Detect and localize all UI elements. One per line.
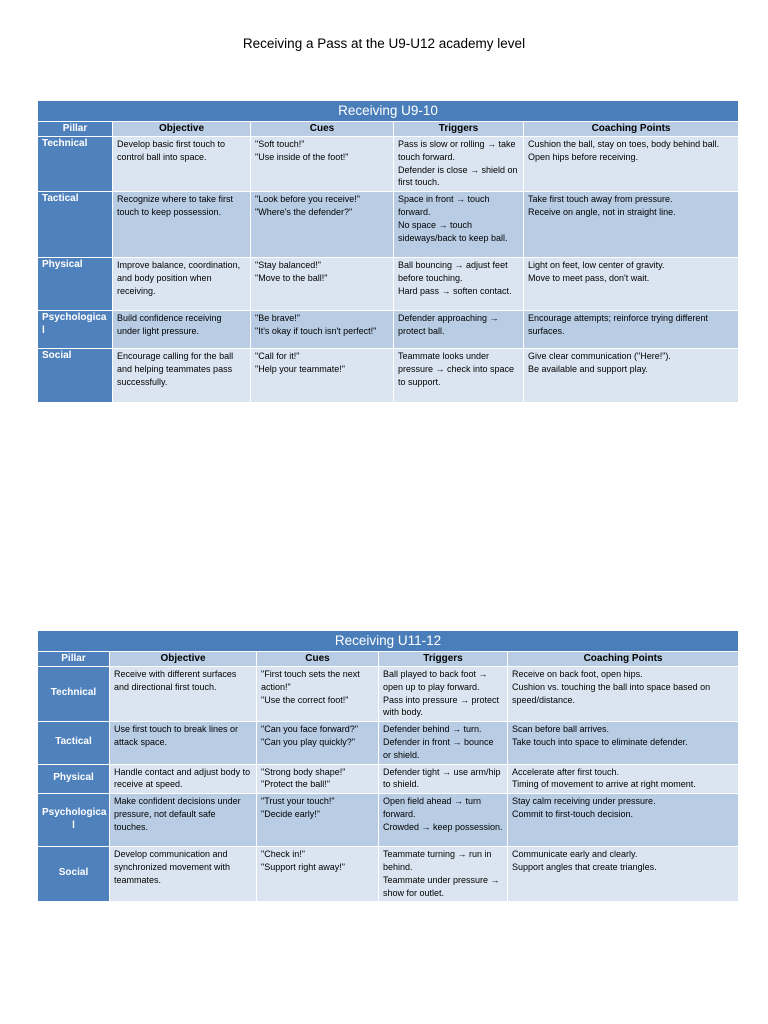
objective-cell <box>110 667 257 722</box>
triggers-cell <box>394 311 524 349</box>
objective-cell <box>113 258 251 311</box>
triggers-line: No space → touch sideways/back to keep ball. <box>398 219 508 243</box>
coaching-line: Move to meet pass, don't wait. <box>528 272 650 283</box>
header-coaching-points: Coaching Points <box>508 652 739 667</box>
cues-line: "Where's the defender?" <box>255 206 353 217</box>
table-row <box>38 258 739 311</box>
pillar-cell: Tactical <box>38 192 113 258</box>
table-row <box>38 192 739 258</box>
objective-line: Develop basic first touch to control ball into space. <box>117 139 226 162</box>
triggers-cell <box>394 192 524 258</box>
table-title: Receiving U9-10 <box>38 101 739 122</box>
coaching-line: Be available and support play. <box>528 363 648 374</box>
objective-line: Receive with different surfaces and directional first touch. <box>114 669 237 692</box>
coaching-cell <box>524 258 739 311</box>
objective-line: Use first touch to break lines or attack space. <box>114 724 239 747</box>
cues-line: "Call for it!" <box>255 351 300 362</box>
cues-cell <box>257 667 379 722</box>
triggers-line: Defender is close → shield on first touch. <box>398 164 518 188</box>
coaching-cell <box>508 722 739 764</box>
cues-line: "Can you play quickly?" <box>261 736 355 747</box>
header-objective: Objective <box>110 652 257 667</box>
pillar-cell: Psychologica l <box>38 794 110 847</box>
coaching-line: Open hips before receiving. <box>528 151 639 162</box>
objective-cell <box>110 847 257 902</box>
coaching-line: Take touch into space to eliminate defender. <box>512 736 688 747</box>
triggers-line: Defender approaching → protect ball. <box>398 313 499 336</box>
triggers-line: Defender in front → bounce or shield. <box>383 736 494 760</box>
triggers-cell <box>394 137 524 192</box>
cues-line: "Use inside of the foot!" <box>255 151 349 162</box>
coaching-line: Give clear communication ("Here!"). <box>528 351 671 362</box>
objective-cell <box>113 137 251 192</box>
triggers-line: Open field ahead → turn forward. <box>383 796 482 819</box>
cues-line: "Check in!" <box>261 849 305 860</box>
cues-cell <box>257 764 379 794</box>
page-title: Receiving a Pass at the U9-U12 academy level <box>242 36 526 51</box>
triggers-line: Ball played to back foot → open up to play forward. <box>383 669 488 692</box>
table-row <box>38 764 739 794</box>
cues-line: "Protect the ball!" <box>261 779 330 790</box>
coaching-cell <box>508 667 739 722</box>
cues-line: "Trust your touch!" <box>261 796 335 807</box>
pillar-cell: Physical <box>38 764 110 794</box>
cues-line: "Support right away!" <box>261 861 345 872</box>
cues-line: "First touch sets the next action!" <box>261 669 360 692</box>
pillar-cell: Psychologica l <box>38 311 113 349</box>
cues-cell <box>257 794 379 847</box>
coaching-line: Stay calm receiving under pressure. <box>512 796 656 807</box>
header-pillar: Pillar <box>38 122 113 137</box>
objective-line: Handle contact and adjust body to receive at speed. <box>114 766 251 790</box>
objective-line: Encourage calling for the ball and helping teammates pass successfully. <box>117 351 234 387</box>
pillar-cell: Technical <box>38 137 113 192</box>
coaching-line: Scan before ball arrives. <box>512 724 610 735</box>
triggers-line: Space in front → touch forward. <box>398 194 490 217</box>
cues-line: "Look before you receive!" <box>255 194 360 205</box>
cues-cell <box>251 311 394 349</box>
header-cues: Cues <box>251 122 394 137</box>
header-pillar: Pillar <box>38 652 110 667</box>
coaching-line: Take first touch away from pressure. <box>528 194 673 205</box>
coaching-line: Light on feet, low center of gravity. <box>528 260 665 271</box>
pillar-cell: Physical <box>38 258 113 311</box>
cues-line: "Move to the ball!" <box>255 272 328 283</box>
triggers-line: Defender tight → use arm/hip to shield. <box>383 766 501 790</box>
pillar-cell: Social <box>38 349 113 403</box>
coaching-cell <box>508 764 739 794</box>
pillar-cell: Technical <box>38 667 110 722</box>
table-row <box>38 847 739 902</box>
coaching-cell <box>524 311 739 349</box>
triggers-line: Teammate looks under pressure → check into space to support. <box>398 351 515 387</box>
cues-cell <box>251 349 394 403</box>
cues-line: "Help your teammate!" <box>255 363 345 374</box>
table-title: Receiving U11-12 <box>38 631 739 652</box>
objective-cell <box>110 764 257 794</box>
pillar-cell: Tactical <box>38 722 110 764</box>
coaching-cell <box>524 349 739 403</box>
cues-cell <box>251 258 394 311</box>
objective-line: Improve balance, coordination, and body position when receiving. <box>117 260 241 296</box>
coaching-cell <box>524 137 739 192</box>
coaching-line: Receive on angle, not in straight line. <box>528 206 676 217</box>
objective-line: Build confidence receiving under light pressure. <box>117 313 222 336</box>
objective-line: Make confident decisions under pressure, not default safe touches. <box>114 796 241 832</box>
pillar-cell: Social <box>38 847 110 902</box>
cues-line: "It's okay if touch isn't perfect!" <box>255 325 377 336</box>
header-coaching-points: Coaching Points <box>524 122 739 137</box>
coaching-line: Communicate early and clearly. <box>512 849 638 860</box>
triggers-line: Pass into pressure → protect with body. <box>383 694 500 718</box>
header-cues: Cues <box>257 652 379 667</box>
coaching-line: Timing of movement to arrive at right moment. <box>512 779 696 790</box>
triggers-line: Crowded → keep possession. <box>383 821 503 832</box>
coaching-line: Support angles that create triangles. <box>512 861 657 872</box>
table-row <box>38 137 739 192</box>
cues-line: "Decide early!" <box>261 808 320 819</box>
objective-cell <box>110 722 257 764</box>
cues-line: "Soft touch!" <box>255 139 305 149</box>
objective-line: Recognize where to take first touch to keep possession. <box>117 194 234 217</box>
objective-cell <box>113 192 251 258</box>
coaching-cell <box>508 847 739 902</box>
coaching-line: Receive on back foot, open hips. <box>512 669 643 679</box>
coaching-line: Cushion vs. touching the ball into space based on speed/distance. <box>512 681 711 705</box>
coaching-line: Accelerate after first touch. <box>512 766 620 777</box>
header-triggers: Triggers <box>379 652 508 667</box>
objective-cell <box>113 311 251 349</box>
triggers-cell <box>379 847 508 902</box>
cues-cell <box>257 847 379 902</box>
table-row <box>38 794 739 847</box>
triggers-line: Pass is slow or rolling → take touch forward. <box>398 139 516 162</box>
triggers-line: Teammate under pressure → show for outlet. <box>383 874 500 898</box>
table-row <box>38 349 739 403</box>
cues-cell <box>251 192 394 258</box>
header-objective: Objective <box>113 122 251 137</box>
triggers-cell <box>379 667 508 722</box>
objective-cell <box>110 794 257 847</box>
triggers-line: Hard pass → soften contact. <box>398 285 512 296</box>
cues-line: "Can you face forward?" <box>261 724 358 735</box>
triggers-cell <box>379 794 508 847</box>
coaching-cell <box>524 192 739 258</box>
table-receiving-u9-10 <box>37 100 739 403</box>
objective-line: Develop communication and synchronized movement with teammates. <box>114 849 231 885</box>
cues-line: "Stay balanced!" <box>255 260 321 271</box>
triggers-line: Defender behind → turn. <box>383 724 482 735</box>
triggers-cell <box>379 764 508 794</box>
table-row <box>38 667 739 722</box>
coaching-line: Encourage attempts; reinforce trying different surfaces. <box>528 313 708 336</box>
coaching-cell <box>508 794 739 847</box>
table-receiving-u11-12 <box>37 630 739 902</box>
cues-line: "Use the correct foot!" <box>261 694 349 705</box>
triggers-line: Ball bouncing → adjust feet before touching. <box>398 260 508 283</box>
triggers-cell <box>394 349 524 403</box>
triggers-cell <box>394 258 524 311</box>
objective-cell <box>113 349 251 403</box>
table-row <box>38 722 739 764</box>
table-row <box>38 311 739 349</box>
cues-cell <box>257 722 379 764</box>
cues-cell <box>251 137 394 192</box>
triggers-cell <box>379 722 508 764</box>
triggers-line: Teammate turning → run in behind. <box>383 849 492 872</box>
cues-line: "Strong body shape!" <box>261 766 346 777</box>
coaching-line: Commit to first-touch decision. <box>512 808 634 819</box>
coaching-line: Cushion the ball, stay on toes, body behind ball. <box>528 139 720 149</box>
header-triggers: Triggers <box>394 122 524 137</box>
cues-line: "Be brave!" <box>255 313 300 324</box>
